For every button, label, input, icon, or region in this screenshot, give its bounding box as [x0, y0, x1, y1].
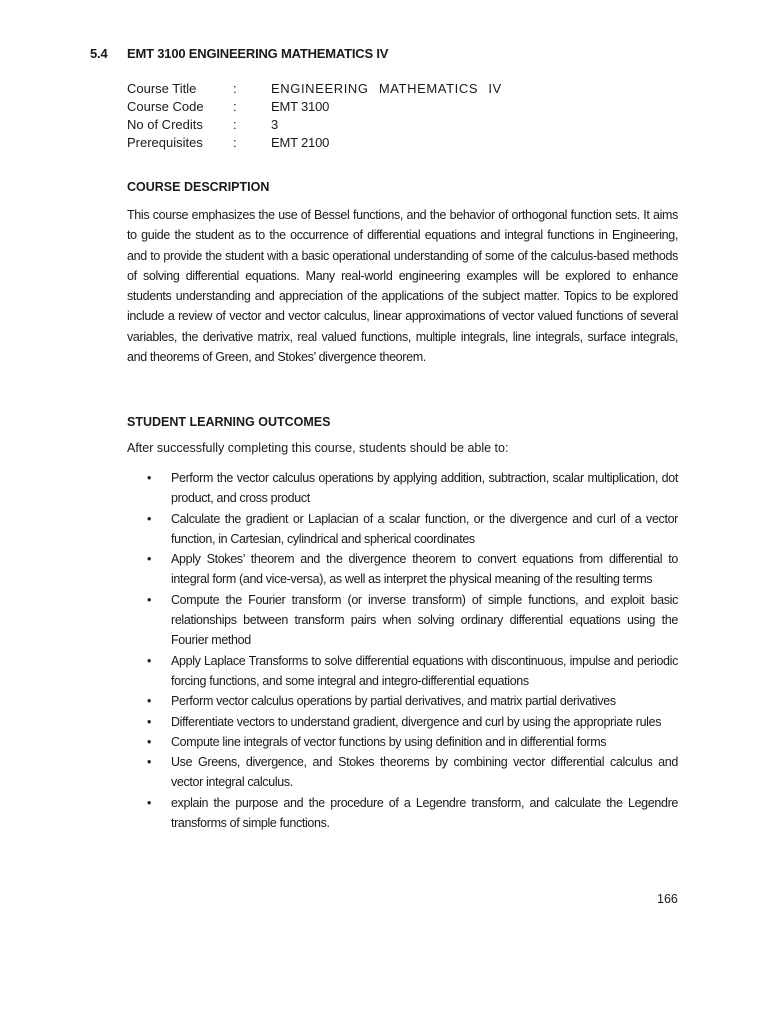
colon: :: [233, 135, 237, 150]
credits-value: 3: [271, 117, 279, 132]
section-heading: [90, 46, 388, 61]
bullet-icon: •: [147, 714, 152, 729]
course-description-heading: COURSE DESCRIPTION: [127, 180, 270, 194]
outcome-text: Compute line integrals of vector functions by using definition and in differential forms: [171, 734, 607, 749]
course-code-row: [127, 98, 502, 116]
learning-outcomes-intro: After successfully completing this course, students should be able to:: [127, 441, 509, 455]
list-item: [127, 752, 678, 793]
section-number: 5.4: [90, 46, 108, 61]
list-item: [127, 712, 678, 732]
bullet-icon: •: [147, 694, 152, 709]
colon: :: [233, 117, 237, 132]
outcome-text: Perform the vector calculus operations by applying addition, subtraction, scalar multiplication, dot product, and cross product: [171, 471, 678, 506]
bullet-icon: •: [147, 755, 152, 770]
learning-outcomes-list: [127, 468, 678, 833]
credits-label: No of Credits: [127, 117, 203, 132]
outcome-text: explain the purpose and the procedure of a Legendre transform, and calculate the Legendre transforms of simple functions.: [171, 795, 678, 831]
list-item: [127, 651, 678, 692]
bullet-icon: •: [147, 552, 152, 567]
bullet-icon: •: [147, 734, 152, 749]
prerequisites-value: EMT 2100: [271, 135, 330, 150]
colon: :: [233, 81, 237, 96]
course-title-value: ENGINEERING MATHEMATICS IV: [271, 81, 502, 96]
bullet-icon: •: [147, 653, 152, 668]
outcome-text: Differentiate vectors to understand gradient, divergence and curl by using the appropriate rules: [171, 714, 662, 729]
list-item: [127, 732, 678, 752]
list-item: [127, 468, 678, 509]
outcome-text: Use Greens, divergence, and Stokes theorems by combining vector differential calculus and vector integral calculus.: [171, 755, 678, 790]
bullet-icon: •: [147, 592, 152, 607]
outcome-text: Compute the Fourier transform (or inverse transform) of simple functions, and exploit basic relationships between transform pairs when solving ordinary differential equations using the Fourier method: [171, 592, 678, 648]
bullet-icon: •: [147, 471, 152, 485]
colon: :: [233, 99, 237, 114]
credits-row: [127, 116, 502, 134]
prerequisites-label: Prerequisites: [127, 135, 203, 150]
bullet-icon: •: [147, 795, 152, 810]
course-code-label: Course Code: [127, 99, 204, 114]
list-item: [127, 590, 678, 651]
outcome-text: Perform vector calculus operations by partial derivatives, and matrix partial derivatives: [171, 694, 616, 709]
course-description-text: This course emphasizes the use of Bessel functions, and the behavior of orthogonal function sets. It aims to guide the student as to the occurrence of differential equations and integral functions in Engineering, and to provide the student with a basic operational understanding of some of the calculus-based methods of solving differential equations. Many real-world engineering examples will be explored to enhance students understanding and appreciation of the applications of the subject matter. Topics to be explored include a review of vector and vector calculus, linear approximations of vector valued functions of several variables, the derivative matrix, real valued functions, multiple integrals, line integrals, surface integrals, and theorems of Green, and Stokes’ divergence theorem.: [127, 208, 678, 365]
section-title: EMT 3100 ENGINEERING MATHEMATICS IV: [127, 46, 389, 61]
course-info-table: [127, 80, 502, 152]
outcome-text: Apply Laplace Transforms to solve differential equations with discontinuous, impulse and periodic forcing functions, and some integral and integro-differential equations: [171, 653, 678, 688]
prerequisites-row: [127, 134, 502, 152]
course-code-value: EMT 3100: [271, 99, 330, 114]
list-item: [127, 549, 678, 590]
page-number: 166: [657, 892, 678, 906]
course-title-row: [127, 80, 502, 98]
list-item: [127, 691, 678, 711]
outcome-text: Apply Stokes’ theorem and the divergence theorem to convert equations from differential to integral form (and vice-versa), as well as interpret the physical meaning of the resulting terms: [171, 552, 678, 587]
learning-outcomes-heading: STUDENT LEARNING OUTCOMES: [127, 415, 331, 429]
outcome-text: Calculate the gradient or Laplacian of a scalar function, or the divergence and curl of a vector function, in Cartesian, cylindrical and spherical coordinates: [171, 511, 678, 546]
list-item: [127, 509, 678, 550]
course-title-label: Course Title: [127, 81, 197, 96]
bullet-icon: •: [147, 511, 152, 526]
list-item: [127, 793, 678, 834]
